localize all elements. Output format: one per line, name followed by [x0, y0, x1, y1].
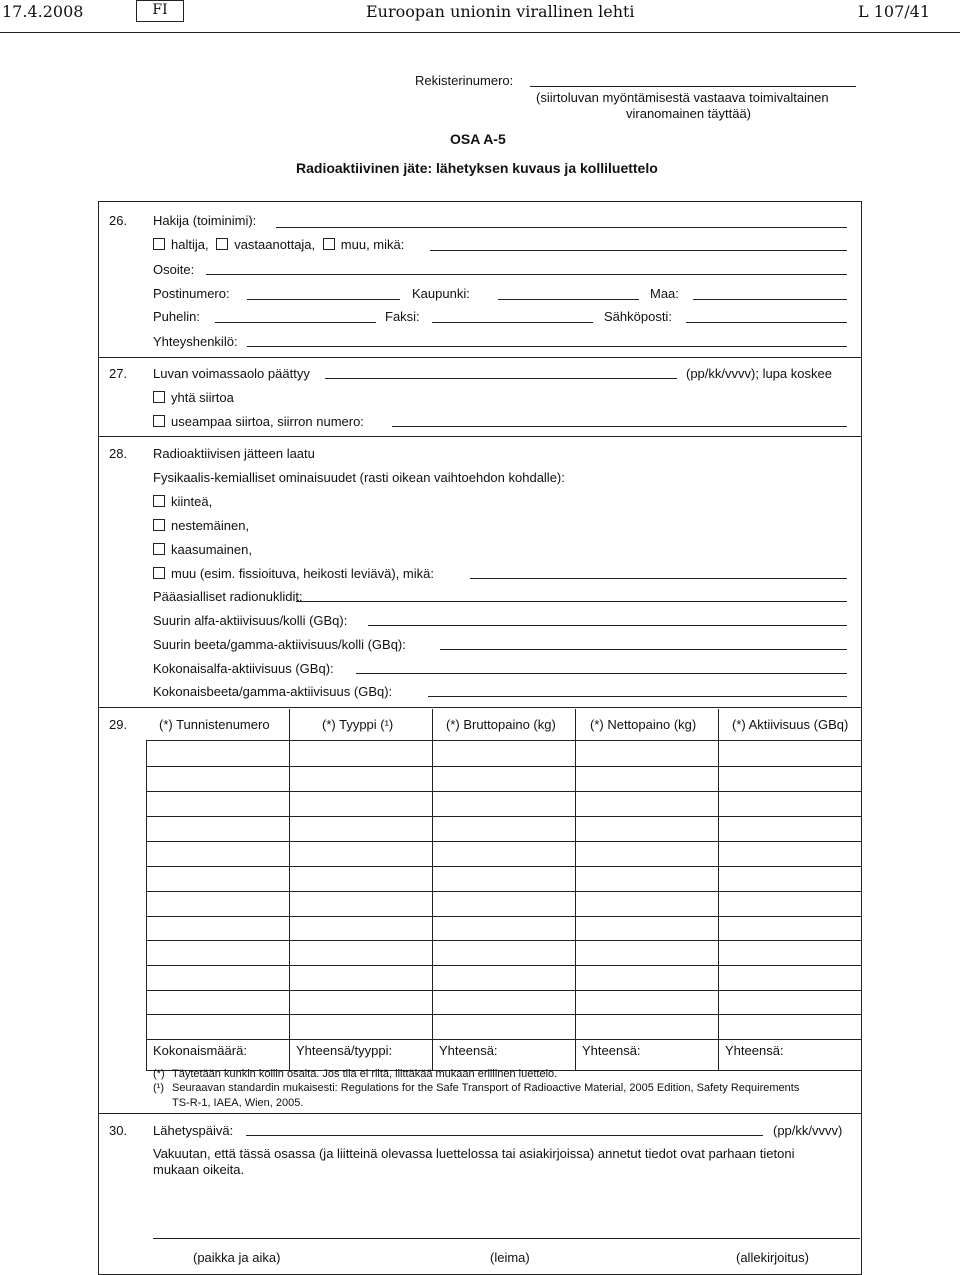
footnote-2-mark: (¹): [153, 1082, 164, 1094]
col-header-gross: (*) Bruttopaino (kg): [446, 717, 556, 732]
table-hline: [146, 816, 861, 817]
s26-email-field[interactable]: [686, 322, 847, 323]
s29-number: 29.: [109, 717, 128, 732]
registry-field[interactable]: [530, 86, 856, 87]
s26-city-field[interactable]: [498, 299, 639, 300]
table-hline: [146, 1014, 861, 1015]
header-lang: FI: [152, 2, 168, 18]
signature-line[interactable]: [153, 1238, 860, 1239]
table-vline-0: [146, 740, 147, 1070]
footnote-1-mark: (*): [153, 1068, 165, 1080]
s26-role-options: [153, 237, 404, 252]
registry-label: Rekisterinumero:: [415, 73, 514, 88]
place-and-time-label: (paikka ja aika): [193, 1250, 281, 1265]
s28-solid-option: [153, 494, 212, 509]
s27-validity-field[interactable]: [325, 378, 677, 379]
total-per-type: Yhteensä/tyyppi:: [296, 1043, 393, 1058]
s26-postcode-label: Postinumero:: [153, 286, 230, 301]
table-hline: [146, 916, 861, 917]
registry-note-1: (siirtoluvan myöntämisestä vastaava toimivaltainen: [536, 90, 829, 105]
table-hline: [146, 965, 861, 966]
s27-number: 27.: [109, 366, 128, 381]
s26-number: 26.: [109, 213, 128, 228]
footnote-2-line2: TS-R-1, IAEA, Wien, 2005.: [172, 1097, 304, 1109]
checkbox-gas[interactable]: [153, 543, 165, 555]
checkbox-liquid[interactable]: [153, 519, 165, 531]
s28-props-label: Fysikaalis-kemialliset ominaisuudet (rasti oikean vaihtoehdon kohdalle):: [153, 470, 565, 485]
s28-other-field[interactable]: [470, 578, 847, 579]
s30-declaration-1: Vakuutan, että tässä osassa (ja liitteinä olevassa luettelossa tai asiakirjoissa) annetut tiedot ovat parhaan tietoni: [153, 1146, 795, 1161]
table-hline: [146, 766, 861, 767]
s28-beta-total-field[interactable]: [428, 696, 847, 697]
s26-fax-field[interactable]: [432, 322, 593, 323]
total-net: Yhteensä:: [582, 1043, 641, 1058]
s26-fax-label: Faksi:: [385, 309, 420, 324]
s26-country-field[interactable]: [693, 299, 847, 300]
multi-transfer-label: useampaa siirtoa, siirron numero:: [171, 414, 364, 429]
s27-one-option: [153, 390, 234, 405]
col-header-net: (*) Nettopaino (kg): [590, 717, 697, 732]
s28-alpha-max-field[interactable]: [368, 625, 847, 626]
gas-label: kaasumainen,: [171, 542, 252, 557]
s26-country-label: Maa:: [650, 286, 679, 301]
form-title: Radioaktiivinen jäte: lähetyksen kuvaus ja kolliluettelo: [296, 160, 658, 176]
s28-title: Radioaktiivisen jätteen laatu: [153, 446, 315, 461]
section-divider-28: [98, 436, 862, 437]
stamp-label: (leima): [490, 1250, 530, 1265]
part-title: OSA A-5: [450, 131, 506, 147]
checkbox-other-type[interactable]: [153, 567, 165, 579]
other-type-label: muu (esim. fissioituva, heikosti leviävä), mikä:: [171, 566, 434, 581]
s26-address-field[interactable]: [206, 274, 847, 275]
s28-alpha-max-label: Suurin alfa-aktiivisuus/kolli (GBq):: [153, 613, 348, 628]
section-divider-27: [98, 357, 862, 358]
checkbox-solid[interactable]: [153, 495, 165, 507]
s30-number: 30.: [109, 1123, 128, 1138]
section-divider-29: [98, 707, 862, 708]
table-hline: [146, 740, 861, 741]
header-page: L 107/41: [858, 2, 930, 21]
s26-applicant-label: Hakija (toiminimi):: [153, 213, 257, 228]
registry-note-2: viranomainen täyttää): [626, 106, 752, 121]
checkbox-other[interactable]: [323, 238, 335, 250]
s26-phone-label: Puhelin:: [153, 309, 200, 324]
table-vline-3: [575, 709, 576, 1070]
s26-postcode-field[interactable]: [247, 299, 400, 300]
table-vline-4: [718, 709, 719, 1070]
section-divider-30: [98, 1113, 862, 1114]
header-journal: Euroopan unionin virallinen lehti: [366, 2, 635, 21]
signature-label: (allekirjoitus): [736, 1250, 809, 1265]
header-date: 17.4.2008: [2, 2, 84, 21]
s30-declaration-2: mukaan oikeita.: [153, 1162, 245, 1177]
s26-role-field[interactable]: [430, 250, 847, 251]
s28-beta-total-label: Kokonaisbeeta/gamma-aktiivisuus (GBq):: [153, 684, 393, 699]
s28-alpha-total-label: Kokonaisalfa-aktiivisuus (GBq):: [153, 661, 334, 676]
s26-contact-label: Yhteyshenkilö:: [153, 334, 238, 349]
s28-liquid-option: [153, 518, 249, 533]
s26-email-label: Sähköposti:: [604, 309, 672, 324]
opt-holder-label: haltija,: [171, 237, 209, 252]
s26-contact-field[interactable]: [247, 346, 847, 347]
table-vline-2: [432, 709, 433, 1070]
s28-nuclides-field[interactable]: [296, 601, 847, 602]
table-hline: [146, 891, 861, 892]
total-activity: Yhteensä:: [725, 1043, 784, 1058]
s28-beta-max-field[interactable]: [440, 649, 847, 650]
header-rule: [0, 32, 960, 33]
s27-multi-option: [153, 414, 364, 429]
checkbox-holder[interactable]: [153, 238, 165, 250]
col-header-activity: (*) Aktiivisuus (GBq): [732, 717, 849, 732]
s26-address-label: Osoite:: [153, 262, 195, 277]
s30-date-field[interactable]: [246, 1135, 763, 1136]
s28-number: 28.: [109, 446, 128, 461]
s26-applicant-field[interactable]: [276, 227, 847, 228]
table-hline: [146, 940, 861, 941]
footnote-2-line1: Seuraavan standardin mukaisesti: Regulations for the Safe Transport of Radioactive Material, 2005 Edition, Safety Requirements: [172, 1082, 800, 1094]
col-header-type: (*) Tyyppi (¹): [322, 717, 394, 732]
total-overall: Kokonaismäärä:: [153, 1043, 247, 1058]
solid-label: kiinteä,: [171, 494, 213, 509]
s27-transfer-number-field[interactable]: [392, 426, 847, 427]
liquid-label: nestemäinen,: [171, 518, 250, 533]
col-header-id: (*) Tunnistenumero: [159, 717, 270, 732]
s28-nuclides-label: Pääasialliset radionuklidit:: [153, 589, 303, 604]
s30-date-format: (pp/kk/vvvv): [773, 1123, 843, 1138]
s30-date-label: Lähetyspäivä:: [153, 1123, 234, 1138]
table-vline-1: [289, 709, 290, 1070]
s27-validity-label: Luvan voimassaolo päättyy: [153, 366, 310, 381]
table-hline: [146, 791, 861, 792]
one-transfer-label: yhtä siirtoa: [171, 390, 234, 405]
s26-phone-field[interactable]: [215, 322, 376, 323]
table-hline: [146, 1039, 861, 1040]
opt-recipient-label: vastaanottaja,: [234, 237, 316, 252]
table-hline: [146, 990, 861, 991]
opt-other-label: muu, mikä:: [340, 237, 405, 252]
table-hline: [146, 841, 861, 842]
footnote-1: Täytetään kunkin kollin osalta. Jos tila ei riitä, liittäkää mukaan erillinen luettelo.: [172, 1068, 558, 1080]
s28-gas-option: [153, 542, 252, 557]
s28-alpha-total-field[interactable]: [356, 673, 847, 674]
table-hline: [146, 866, 861, 867]
header-lang-box: [136, 0, 184, 22]
s28-other-option: [153, 566, 434, 581]
checkbox-multi-transfer[interactable]: [153, 415, 165, 427]
s26-city-label: Kaupunki:: [412, 286, 470, 301]
checkbox-one-transfer[interactable]: [153, 391, 165, 403]
s27-date-note: (pp/kk/vvvv); lupa koskee: [686, 366, 832, 381]
total-gross: Yhteensä:: [439, 1043, 498, 1058]
s28-beta-max-label: Suurin beeta/gamma-aktiivisuus/kolli (GBq):: [153, 637, 406, 652]
checkbox-recipient[interactable]: [216, 238, 228, 250]
